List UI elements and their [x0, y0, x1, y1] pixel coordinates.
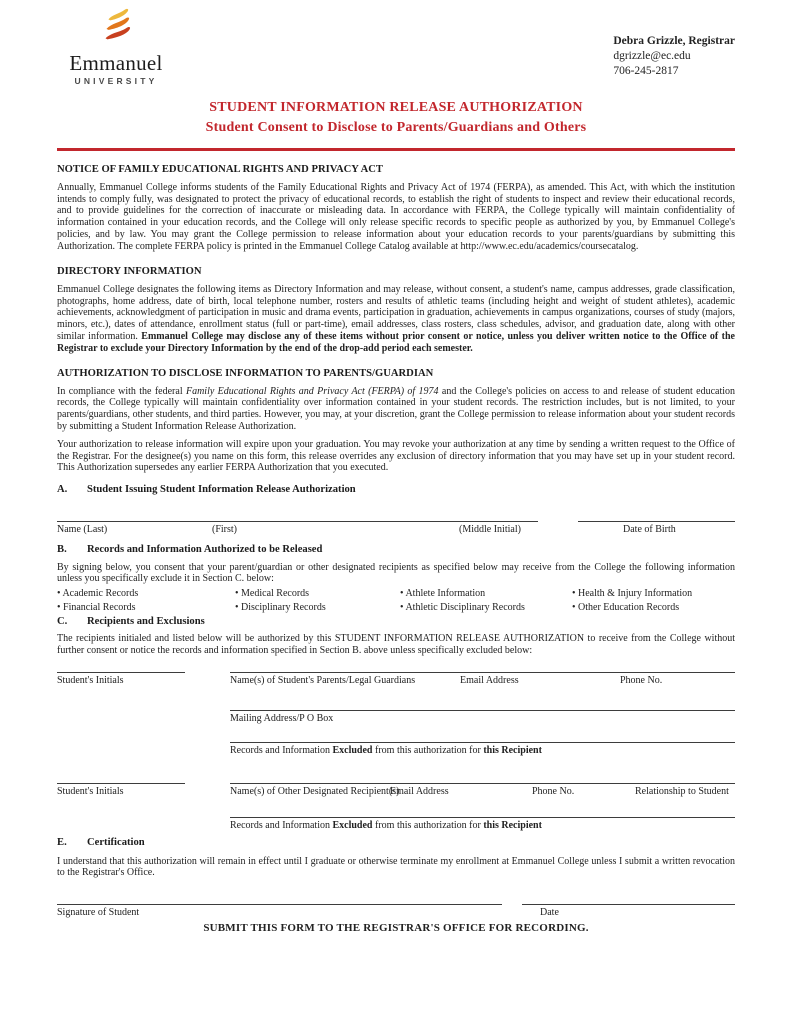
excluded1-bold: Excluded: [332, 745, 373, 757]
excluded1-recipient-bold: this Recipient: [483, 745, 542, 757]
notice-paragraph: Annually, Emmanuel College informs students of the Family Educational Rights and Privacy Act of 1974 (FERPA), as amended. This Act, with which the institution intends to comply fully, was designated to protect the privacy of educational records, to establish the right of students to inspect and review their educational records, and to provide guidelines for the correction of inaccurate or misleading data. In accordance with FERPA, the College typically will maintain confidentiality of information contained in your education records, and the College will only release specific records to specific people as authorized by you, by Emmanuel College's policies, and by law. You may grant the College permission to release information about your education records to your parents/guardians by submitting this Authorization. The complete FERPA policy is printed in the Emmanuel College Catalog available at http://www.ec.edu/academics/coursecatalog.: [57, 181, 735, 252]
records-bullet-list: [57, 588, 735, 613]
section-b-heading: [57, 544, 735, 556]
phone-label: Phone No.: [620, 674, 663, 686]
section-b-intro: By signing below, you consent that your parent/guardian or other designated recipients as specified below may receive from the College the following information unless you specifically exclude it in Section C. below:: [57, 561, 735, 585]
student-name-labels: [57, 524, 735, 537]
excluded2-mid: from this authorization for: [372, 819, 484, 831]
logo-wordmark: Emmanuel: [69, 50, 163, 75]
relationship-label: Relationship to Student: [635, 785, 729, 797]
section-a-letter: A.: [57, 484, 68, 496]
excluded1-prefix: Records and Information: [230, 745, 333, 757]
mailing-fill-line: [230, 709, 735, 711]
mailing-address-label: Mailing Address/P O Box: [230, 712, 334, 724]
directory-heading: DIRECTORY INFORMATION: [57, 265, 202, 277]
section-c-heading: [57, 616, 735, 628]
other-recipient-name-label: Name(s) of Other Designated Recipient(s): [230, 785, 400, 797]
name-fill-line: [57, 520, 538, 522]
excluded1-label: [230, 745, 735, 757]
middle-initial-label: (Middle Initial): [459, 524, 521, 536]
section-a-heading: [57, 484, 735, 496]
bullet-item: • Other Education Records: [572, 602, 735, 614]
recipient-block-others: [57, 782, 735, 832]
excluded2-label: [230, 820, 735, 832]
recipient-block-parents: [57, 671, 735, 757]
name-last-label: Name (Last): [57, 524, 108, 536]
signature-labels: [57, 907, 735, 920]
section-b-title: Records and Information Authorized to be Released: [87, 544, 323, 556]
dob-fill-line: [578, 520, 735, 522]
red-divider: [57, 148, 735, 151]
signature-line-row: [57, 903, 735, 905]
section-b-letter: B.: [57, 544, 67, 556]
recipient2-labels: [57, 786, 735, 799]
auth-p1-prefix: In compliance with the federal: [57, 385, 186, 397]
section-e-title: Certification: [87, 837, 145, 849]
initials2-fill-line: [57, 782, 185, 784]
directory-text: Emmanuel College designates the following items as Directory Information and may release, without consent, a student's name, campus addresses, grade classification, photographs, home address, date of birth, local telephone number, rosters and results of athletic teams (including height and weight of student athletes), academic achievements, acknowledgment of participation in music and drama events, participation in graduation, achievements in campus organizations, courses of study (majors, minors, etc.), dates of attendance, enrollment status (full or part-time), email addresses, class rosters, class schedules, advisor, and graduation date, along with other similar information.: [57, 283, 735, 342]
signature-label: Signature of Student: [57, 907, 140, 919]
excluded1-mid: from this authorization for: [372, 745, 484, 757]
directory-bold-text: Emmanuel College may disclose any of these items without prior consent or notice, unless you deliver written notice to the Office of the Registrar to exclude your Directory Information by the end of the drop-add period each semester.: [57, 330, 735, 354]
date-fill-line: [522, 903, 735, 905]
auth-p1-italic: Family Educational Rights and Privacy Act (FERPA) of 1974: [185, 385, 439, 397]
section-e-heading: [57, 837, 735, 849]
bullet-item: • Academic Records: [57, 588, 235, 600]
signature-fill-line: [57, 903, 502, 905]
authorization-heading: AUTHORIZATION TO DISCLOSE INFORMATION TO PARENTS/GUARDIAN: [57, 367, 434, 379]
excluded2-bold: Excluded: [332, 819, 373, 831]
recipient2-fill-line: [230, 782, 735, 784]
recipient2-line-row: [57, 782, 735, 784]
bullet-item: • Medical Records: [235, 588, 400, 600]
recipient1-fill-line: [230, 671, 735, 673]
phone2-label: Phone No.: [532, 785, 575, 797]
submit-instruction: SUBMIT THIS FORM TO THE REGISTRAR'S OFFICE FOR RECORDING.: [203, 922, 589, 935]
form-title-line1: STUDENT INFORMATION RELEASE AUTHORIZATION: [209, 100, 583, 116]
registrar-email: dgrizzle@ec.edu: [613, 49, 691, 62]
registrar-contact: [613, 34, 735, 79]
date-of-birth-label: Date of Birth: [623, 524, 676, 536]
student-initials2-label: Student's Initials: [57, 785, 124, 797]
form-title-line2: Student Consent to Disclose to Parents/Guardians and Others: [205, 120, 587, 135]
section-e-letter: E.: [57, 837, 67, 849]
email2-label: Email Address: [390, 785, 449, 797]
flame-icon: [98, 8, 134, 50]
parents-name-label: Name(s) of Student's Parents/Legal Guardians: [230, 674, 416, 686]
excluded1-fill-line: [230, 741, 735, 743]
excluded2-prefix: Records and Information: [230, 819, 333, 831]
directory-paragraph: [57, 284, 735, 355]
authorization-paragraph-1: [57, 386, 735, 433]
excluded2-recipient-bold: this Recipient: [483, 819, 542, 831]
excluded2-fill-line: [230, 816, 735, 818]
bullet-item: • Financial Records: [57, 602, 235, 614]
recipient1-labels: [57, 675, 735, 688]
student-name-line-row: [57, 520, 735, 522]
authorization-paragraph-2: Your authorization to release information will expire upon your graduation. You may revoke your authorization at any time by sending a written request to the Office of the Registrar. For the designee(s) you name on this form, this release overrides any exclusion of directory information that you may have set up in your student record. This Authorization supersedes any earlier FERPA Authorization that you executed.: [57, 438, 735, 474]
initials-fill-line: [57, 671, 185, 673]
recipient1-line-row: [57, 671, 735, 673]
auth-p1-suffix: and the College's policies on access to and release of student education records, the College typically will maintain confidentiality over information contained in your student records. The restriction includes, but is not limited, to your parents/guardians, other students, and third parties. However, you may, at your discretion, grant the College permission to release information about your student records by submitting a Student Information Release Authorization.: [57, 385, 736, 433]
bullet-item: • Athletic Disciplinary Records: [400, 602, 572, 614]
notice-heading: NOTICE OF FAMILY EDUCATIONAL RIGHTS AND PRIVACY ACT: [57, 163, 383, 175]
bullet-item: • Health & Injury Information: [572, 588, 735, 600]
section-c-title: Recipients and Exclusions: [87, 616, 205, 628]
date-label: Date: [540, 907, 559, 919]
bullet-item: • Athlete Information: [400, 588, 572, 600]
section-c-intro: The recipients initialed and listed below will be authorized by this STUDENT INFORMATION RELEASE AUTHORIZATION to receive from the College without further consent or notice the records and information specified in Section B. above unless specifically excluded below:: [57, 633, 735, 657]
certification-paragraph: I understand that this authorization will remain in effect until I graduate or otherwise terminate my enrollment at Emmanuel College unless I submit a written revocation to the Registrar's Office.: [57, 855, 735, 879]
name-first-label: (First): [212, 524, 237, 536]
header: [57, 8, 735, 86]
logo-subtitle: UNIVERSITY: [74, 75, 158, 86]
section-c-letter: C.: [57, 616, 68, 628]
form-title: [57, 98, 735, 137]
registrar-phone: 706-245-2817: [613, 64, 679, 77]
registrar-name: Debra Grizzle, Registrar: [613, 35, 735, 47]
email-label: Email Address: [460, 674, 519, 686]
bullet-item: • Disciplinary Records: [235, 602, 400, 614]
section-a-title: Student Issuing Student Information Release Authorization: [87, 484, 356, 496]
university-logo: [57, 8, 175, 86]
student-initials-label: Student's Initials: [57, 674, 124, 686]
